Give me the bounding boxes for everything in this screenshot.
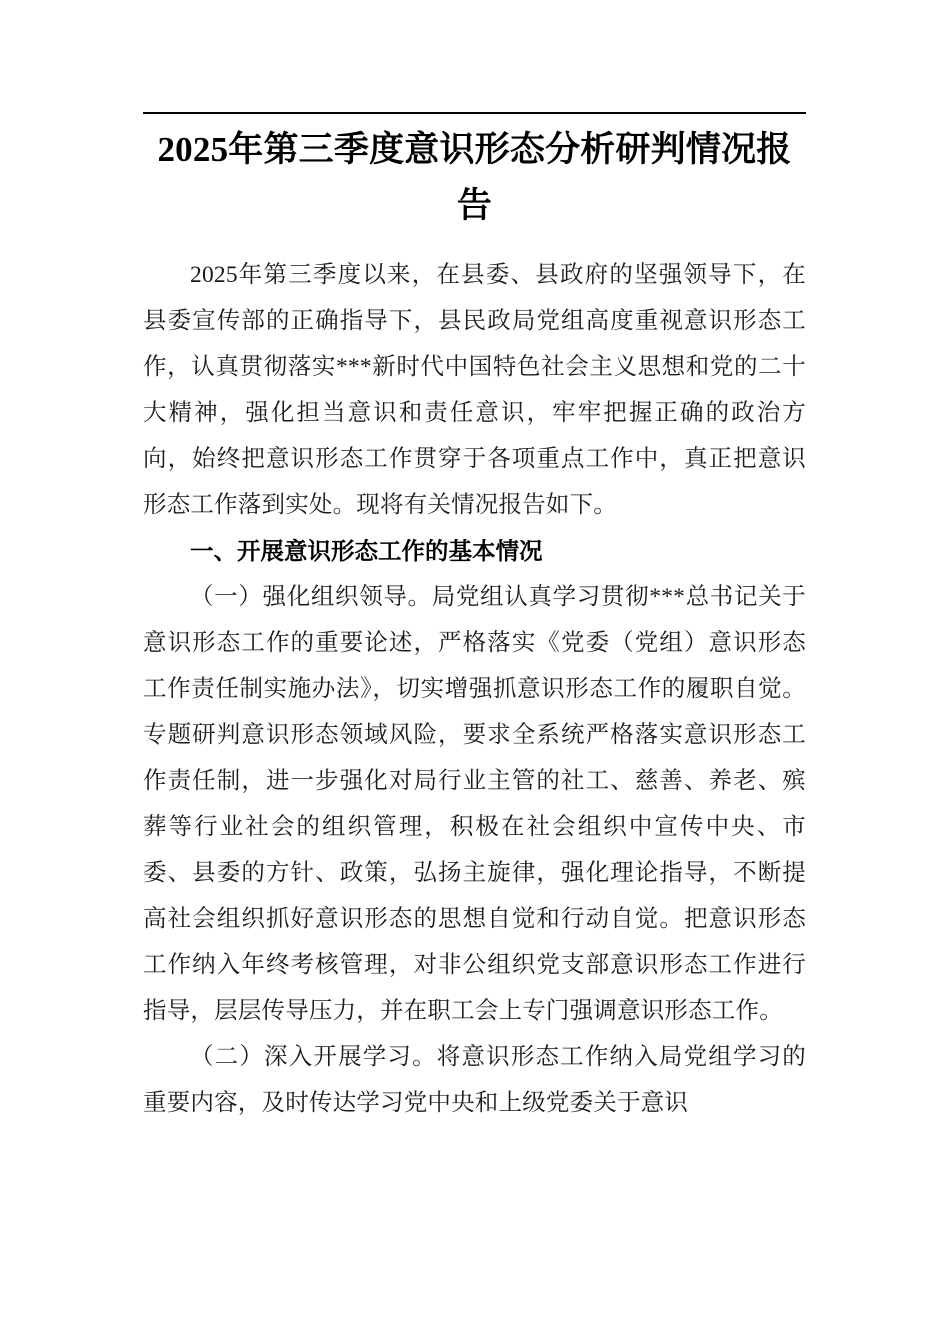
paragraph-intro: 2025年第三季度以来，在县委、县政府的坚强领导下，在县委宣传部的正确指导下，县民政局党组高度重视意识形态工作，认真贯彻落实***新时代中国特色社会主义思想和党的二十大精神，强化担当意识和责任意识，牢牢把握正确的政治方向，始终把意识形态工作贯穿于各项重点工作中，真正把意识形态工作落到实处。现将有关情况报告如下。 xyxy=(143,262,806,518)
section-heading-1: 一、开展意识形态工作的基本情况 xyxy=(190,538,543,564)
paragraph-section1-item1: （一）强化组织领导。局党组认真学习贯彻***总书记关于意识形态工作的重要论述，严格落实《党委（党组）意识形态工作责任制实施办法》，切实增强抓意识形态工作的履职自觉。专题研判意识形态领域风险，要求全系统严格落实意识形态工作责任制，进一步强化对局行业主管的社工、慈善、养老、殡葬等行业社会的组织管理，积极在社会组织中宣传中央、市委、县委的方针、政策，弘扬主旋律，强化理论指导，不断提高社会组织抓好意识形态的思想自觉和行动自觉。把意识形态工作纳入年终考核管理，对非公组织党支部意识形态工作进行指导，层层传导压力，并在职工会上专门强调意识形态工作。 xyxy=(143,584,806,1024)
paragraph-section1-item2: （二）深入开展学习。将意识形态工作纳入局党组学习的重要内容，及时传达学习党中央和上级党委关于意识 xyxy=(143,1044,806,1116)
page-title: 2025年第三季度意识形态分析研判情况报告 xyxy=(157,130,792,225)
document-body xyxy=(143,122,806,1126)
header-divider-rule xyxy=(143,112,806,114)
